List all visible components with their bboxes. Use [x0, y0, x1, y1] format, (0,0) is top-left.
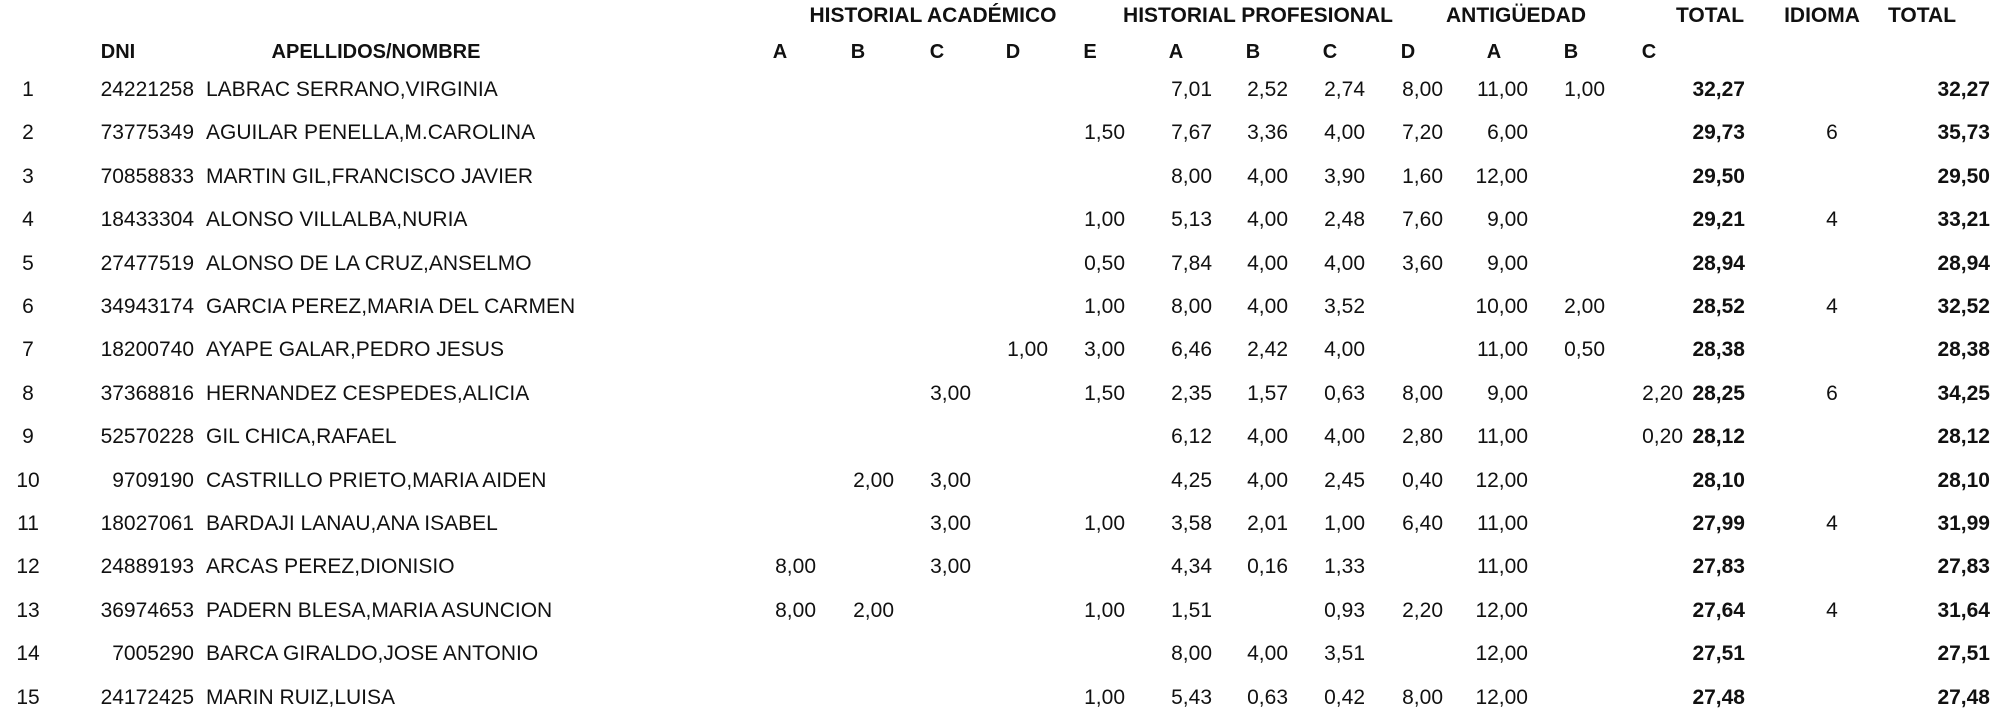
language-cell: 4: [1826, 512, 1838, 535]
professional-b-cell: 4,00: [1247, 165, 1288, 188]
total-cell: 28,94: [1692, 252, 1745, 275]
professional-a-cell: 8,00: [1171, 295, 1212, 318]
row-number: 4: [22, 208, 34, 231]
final-total-cell: 34,25: [1937, 382, 1990, 405]
total-cell: 28,12: [1692, 425, 1745, 448]
professional-d-cell: 7,20: [1402, 121, 1443, 144]
academic-c-cell: 3,00: [930, 382, 971, 405]
professional-a-cell: 4,34: [1171, 555, 1212, 578]
total-cell: 27,99: [1692, 512, 1745, 535]
column-header-seniority-c: C: [1641, 41, 1657, 63]
professional-d-cell: 2,20: [1402, 599, 1443, 622]
professional-b-cell: 4,00: [1247, 252, 1288, 275]
name-cell: HERNANDEZ CESPEDES,ALICIA: [206, 382, 530, 405]
dni-cell: 70858833: [100, 165, 194, 188]
professional-b-cell: 2,01: [1247, 512, 1288, 535]
row-number: 11: [17, 512, 39, 535]
name-cell: MARTIN GIL,FRANCISCO JAVIER: [206, 165, 534, 188]
seniority-a-cell: 11,00: [1477, 78, 1528, 101]
seniority-a-cell: 12,00: [1475, 469, 1528, 492]
final-total-cell: 27,83: [1937, 555, 1990, 578]
professional-a-cell: 2,35: [1171, 382, 1212, 405]
table-row: [0, 111, 2000, 154]
column-header-professional-c: C: [1322, 41, 1338, 63]
professional-a-cell: 3,58: [1171, 512, 1212, 535]
language-cell: 6: [1826, 121, 1838, 144]
professional-d-cell: 8,00: [1402, 78, 1443, 101]
seniority-a-cell: 11,00: [1477, 425, 1528, 448]
column-header-dni: DNI: [100, 41, 136, 63]
column-header-seniority-b: B: [1563, 41, 1579, 63]
row-number: 10: [16, 469, 40, 492]
seniority-b-cell: 1,00: [1564, 78, 1605, 101]
row-number: 1: [22, 78, 34, 101]
professional-c-cell: 2,48: [1324, 208, 1365, 231]
professional-c-cell: 4,00: [1324, 121, 1365, 144]
language-cell: 6: [1826, 382, 1838, 405]
language-cell: 4: [1826, 208, 1838, 231]
table-row: [0, 502, 2000, 545]
name-cell: GIL CHICA,RAFAEL: [206, 425, 397, 448]
final-total-cell: 35,73: [1937, 121, 1990, 144]
table-row: [0, 285, 2000, 328]
seniority-a-cell: 12,00: [1475, 642, 1528, 665]
total-cell: 28,38: [1692, 338, 1745, 361]
dni-cell: 37368816: [100, 382, 194, 405]
professional-c-cell: 2,45: [1324, 469, 1365, 492]
professional-b-cell: 4,00: [1247, 208, 1288, 231]
professional-a-cell: 7,01: [1171, 78, 1212, 101]
seniority-c-cell: 0,20: [1642, 425, 1683, 448]
column-header-academic-e: E: [1083, 41, 1097, 63]
dni-cell: 24889193: [100, 555, 194, 578]
table-row: [0, 372, 2000, 415]
professional-a-cell: 5,13: [1171, 208, 1212, 231]
dni-cell: 24221258: [100, 78, 194, 101]
professional-b-cell: 0,16: [1247, 555, 1288, 578]
total-cell: 28,25: [1692, 382, 1745, 405]
group-header-total: TOTAL: [1675, 4, 1745, 27]
academic-a-cell: 8,00: [775, 555, 816, 578]
professional-c-cell: 0,63: [1324, 382, 1365, 405]
academic-e-cell: 1,00: [1084, 599, 1125, 622]
professional-a-cell: 7,67: [1171, 121, 1212, 144]
professional-b-cell: 4,00: [1247, 469, 1288, 492]
row-number: 14: [16, 642, 40, 665]
total-cell: 29,73: [1692, 121, 1745, 144]
seniority-c-cell: 2,20: [1642, 382, 1683, 405]
group-header-academic: HISTORIAL ACADÉMICO: [809, 4, 1057, 27]
academic-e-cell: 1,00: [1084, 295, 1125, 318]
professional-b-cell: 4,00: [1247, 642, 1288, 665]
name-cell: AGUILAR PENELLA,M.CAROLINA: [206, 121, 536, 144]
professional-c-cell: 3,51: [1324, 642, 1365, 665]
seniority-b-cell: 0,50: [1564, 338, 1605, 361]
academic-e-cell: 1,00: [1084, 686, 1125, 709]
column-header-academic-c: C: [929, 41, 945, 63]
dni-cell: 34943174: [100, 295, 194, 318]
dni-cell: 18027061: [100, 512, 194, 535]
academic-c-cell: 3,00: [930, 469, 971, 492]
row-number: 8: [22, 382, 34, 405]
professional-c-cell: 0,93: [1324, 599, 1365, 622]
dni-cell: 9709190: [112, 469, 194, 492]
professional-c-cell: 4,00: [1324, 338, 1365, 361]
column-header-seniority-a: A: [1486, 41, 1502, 63]
professional-b-cell: 1,57: [1247, 382, 1288, 405]
group-header-language: IDIOMA: [1784, 4, 1860, 27]
final-total-cell: 32,27: [1937, 78, 1990, 101]
table-row: [0, 459, 2000, 502]
academic-e-cell: 3,00: [1084, 338, 1125, 361]
final-total-cell: 28,94: [1937, 252, 1990, 275]
professional-c-cell: 3,90: [1324, 165, 1365, 188]
professional-c-cell: 4,00: [1324, 252, 1365, 275]
professional-d-cell: 7,60: [1402, 208, 1443, 231]
dni-cell: 18200740: [100, 338, 194, 361]
row-number: 15: [16, 686, 40, 709]
total-cell: 27,64: [1692, 599, 1745, 622]
final-total-cell: 28,38: [1937, 338, 1990, 361]
final-total-cell: 28,12: [1937, 425, 1990, 448]
name-cell: GARCIA PEREZ,MARIA DEL CARMEN: [206, 295, 576, 318]
dni-cell: 27477519: [100, 252, 194, 275]
table-row: [0, 242, 2000, 285]
table-row: [0, 198, 2000, 241]
seniority-b-cell: 2,00: [1564, 295, 1605, 318]
name-cell: BARCA GIRALDO,JOSE ANTONIO: [206, 642, 539, 665]
academic-e-cell: 1,00: [1084, 208, 1125, 231]
professional-b-cell: 2,42: [1247, 338, 1288, 361]
column-header-academic-d: D: [1005, 41, 1021, 63]
group-header-seniority: ANTIGÜEDAD: [1446, 4, 1586, 27]
dni-cell: 24172425: [100, 686, 194, 709]
seniority-a-cell: 9,00: [1487, 252, 1528, 275]
column-header-academic-a: A: [772, 41, 788, 63]
academic-e-cell: 1,50: [1084, 382, 1125, 405]
academic-c-cell: 3,00: [930, 512, 971, 535]
professional-b-cell: 4,00: [1247, 425, 1288, 448]
professional-c-cell: 1,33: [1324, 555, 1365, 578]
table-row: [0, 545, 2000, 588]
name-cell: ALONSO VILLALBA,NURIA: [206, 208, 468, 231]
column-header-professional-a: A: [1168, 41, 1184, 63]
professional-b-cell: 0,63: [1247, 686, 1288, 709]
professional-d-cell: 6,40: [1402, 512, 1443, 535]
row-number: 3: [22, 165, 34, 188]
seniority-a-cell: 11,00: [1477, 338, 1528, 361]
professional-d-cell: 2,80: [1402, 425, 1443, 448]
table-row: [0, 415, 2000, 458]
total-cell: 28,52: [1692, 295, 1745, 318]
academic-e-cell: 1,00: [1084, 512, 1125, 535]
seniority-a-cell: 12,00: [1475, 599, 1528, 622]
academic-e-cell: 0,50: [1084, 252, 1125, 275]
name-cell: MARIN RUIZ,LUISA: [206, 686, 396, 709]
row-number: 12: [16, 555, 40, 578]
professional-d-cell: 0,40: [1402, 469, 1443, 492]
name-cell: AYAPE GALAR,PEDRO JESUS: [206, 338, 504, 361]
professional-a-cell: 7,84: [1171, 252, 1212, 275]
seniority-a-cell: 11,00: [1477, 512, 1528, 535]
professional-a-cell: 8,00: [1171, 642, 1212, 665]
professional-c-cell: 1,00: [1324, 512, 1365, 535]
professional-c-cell: 0,42: [1324, 686, 1365, 709]
row-number: 2: [22, 121, 34, 144]
academic-c-cell: 3,00: [930, 555, 971, 578]
professional-a-cell: 6,12: [1171, 425, 1212, 448]
table-row: [0, 68, 2000, 111]
total-cell: 29,21: [1692, 208, 1745, 231]
professional-a-cell: 4,25: [1171, 469, 1212, 492]
professional-c-cell: 4,00: [1324, 425, 1365, 448]
professional-a-cell: 8,00: [1171, 165, 1212, 188]
professional-a-cell: 6,46: [1171, 338, 1212, 361]
table-row: [0, 155, 2000, 198]
total-cell: 27,51: [1692, 642, 1745, 665]
name-cell: CASTRILLO PRIETO,MARIA AIDEN: [206, 469, 547, 492]
final-total-cell: 32,52: [1937, 295, 1990, 318]
language-cell: 4: [1826, 599, 1838, 622]
name-cell: LABRAC SERRANO,VIRGINIA: [206, 78, 498, 101]
row-number: 7: [22, 338, 34, 361]
academic-d-cell: 1,00: [1007, 338, 1048, 361]
final-total-cell: 31,99: [1937, 512, 1990, 535]
seniority-a-cell: 10,00: [1475, 295, 1528, 318]
column-header-professional-d: D: [1400, 41, 1416, 63]
professional-c-cell: 3,52: [1324, 295, 1365, 318]
professional-d-cell: 8,00: [1402, 686, 1443, 709]
seniority-a-cell: 9,00: [1487, 208, 1528, 231]
seniority-a-cell: 6,00: [1487, 121, 1528, 144]
dni-cell: 7005290: [112, 642, 194, 665]
final-total-cell: 33,21: [1937, 208, 1990, 231]
dni-cell: 36974653: [100, 599, 194, 622]
row-number: 13: [16, 599, 40, 622]
total-cell: 28,10: [1692, 469, 1745, 492]
language-cell: 4: [1826, 295, 1838, 318]
row-number: 6: [22, 295, 34, 318]
name-cell: BARDAJI LANAU,ANA ISABEL: [206, 512, 498, 535]
academic-b-cell: 2,00: [853, 599, 894, 622]
seniority-a-cell: 9,00: [1487, 382, 1528, 405]
name-cell: ARCAS PEREZ,DIONISIO: [206, 555, 455, 578]
table-row: [0, 589, 2000, 632]
total-cell: 32,27: [1692, 78, 1745, 101]
group-header-final-total: TOTAL: [1887, 4, 1957, 27]
name-cell: ALONSO DE LA CRUZ,ANSELMO: [206, 252, 532, 275]
professional-b-cell: 2,52: [1247, 78, 1288, 101]
dni-cell: 73775349: [100, 121, 194, 144]
seniority-a-cell: 12,00: [1475, 165, 1528, 188]
professional-d-cell: 1,60: [1402, 165, 1443, 188]
name-cell: PADERN BLESA,MARIA ASUNCION: [206, 599, 553, 622]
column-header-name: APELLIDOS/NOMBRE: [271, 41, 481, 63]
professional-b-cell: 4,00: [1247, 295, 1288, 318]
academic-a-cell: 8,00: [775, 599, 816, 622]
table-row: [0, 676, 2000, 719]
total-cell: 27,48: [1692, 686, 1745, 709]
column-header-professional-b: B: [1245, 41, 1261, 63]
final-total-cell: 29,50: [1937, 165, 1990, 188]
final-total-cell: 27,48: [1937, 686, 1990, 709]
dni-cell: 52570228: [100, 425, 194, 448]
academic-b-cell: 2,00: [853, 469, 894, 492]
total-cell: 27,83: [1692, 555, 1745, 578]
professional-d-cell: 8,00: [1402, 382, 1443, 405]
professional-d-cell: 3,60: [1402, 252, 1443, 275]
final-total-cell: 27,51: [1937, 642, 1990, 665]
table-row: [0, 328, 2000, 371]
professional-b-cell: 3,36: [1247, 121, 1288, 144]
academic-e-cell: 1,50: [1084, 121, 1125, 144]
table-row: [0, 632, 2000, 675]
column-header-academic-b: B: [850, 41, 866, 63]
final-total-cell: 28,10: [1937, 469, 1990, 492]
row-number: 5: [22, 252, 34, 275]
seniority-a-cell: 12,00: [1475, 686, 1528, 709]
total-cell: 29,50: [1692, 165, 1745, 188]
professional-a-cell: 5,43: [1171, 686, 1212, 709]
row-number: 9: [22, 425, 34, 448]
professional-a-cell: 1,51: [1171, 599, 1212, 622]
final-total-cell: 31,64: [1937, 599, 1990, 622]
group-header-professional: HISTORIAL PROFESIONAL: [1123, 4, 1393, 27]
seniority-a-cell: 11,00: [1477, 555, 1528, 578]
professional-c-cell: 2,74: [1324, 78, 1365, 101]
dni-cell: 18433304: [100, 208, 194, 231]
